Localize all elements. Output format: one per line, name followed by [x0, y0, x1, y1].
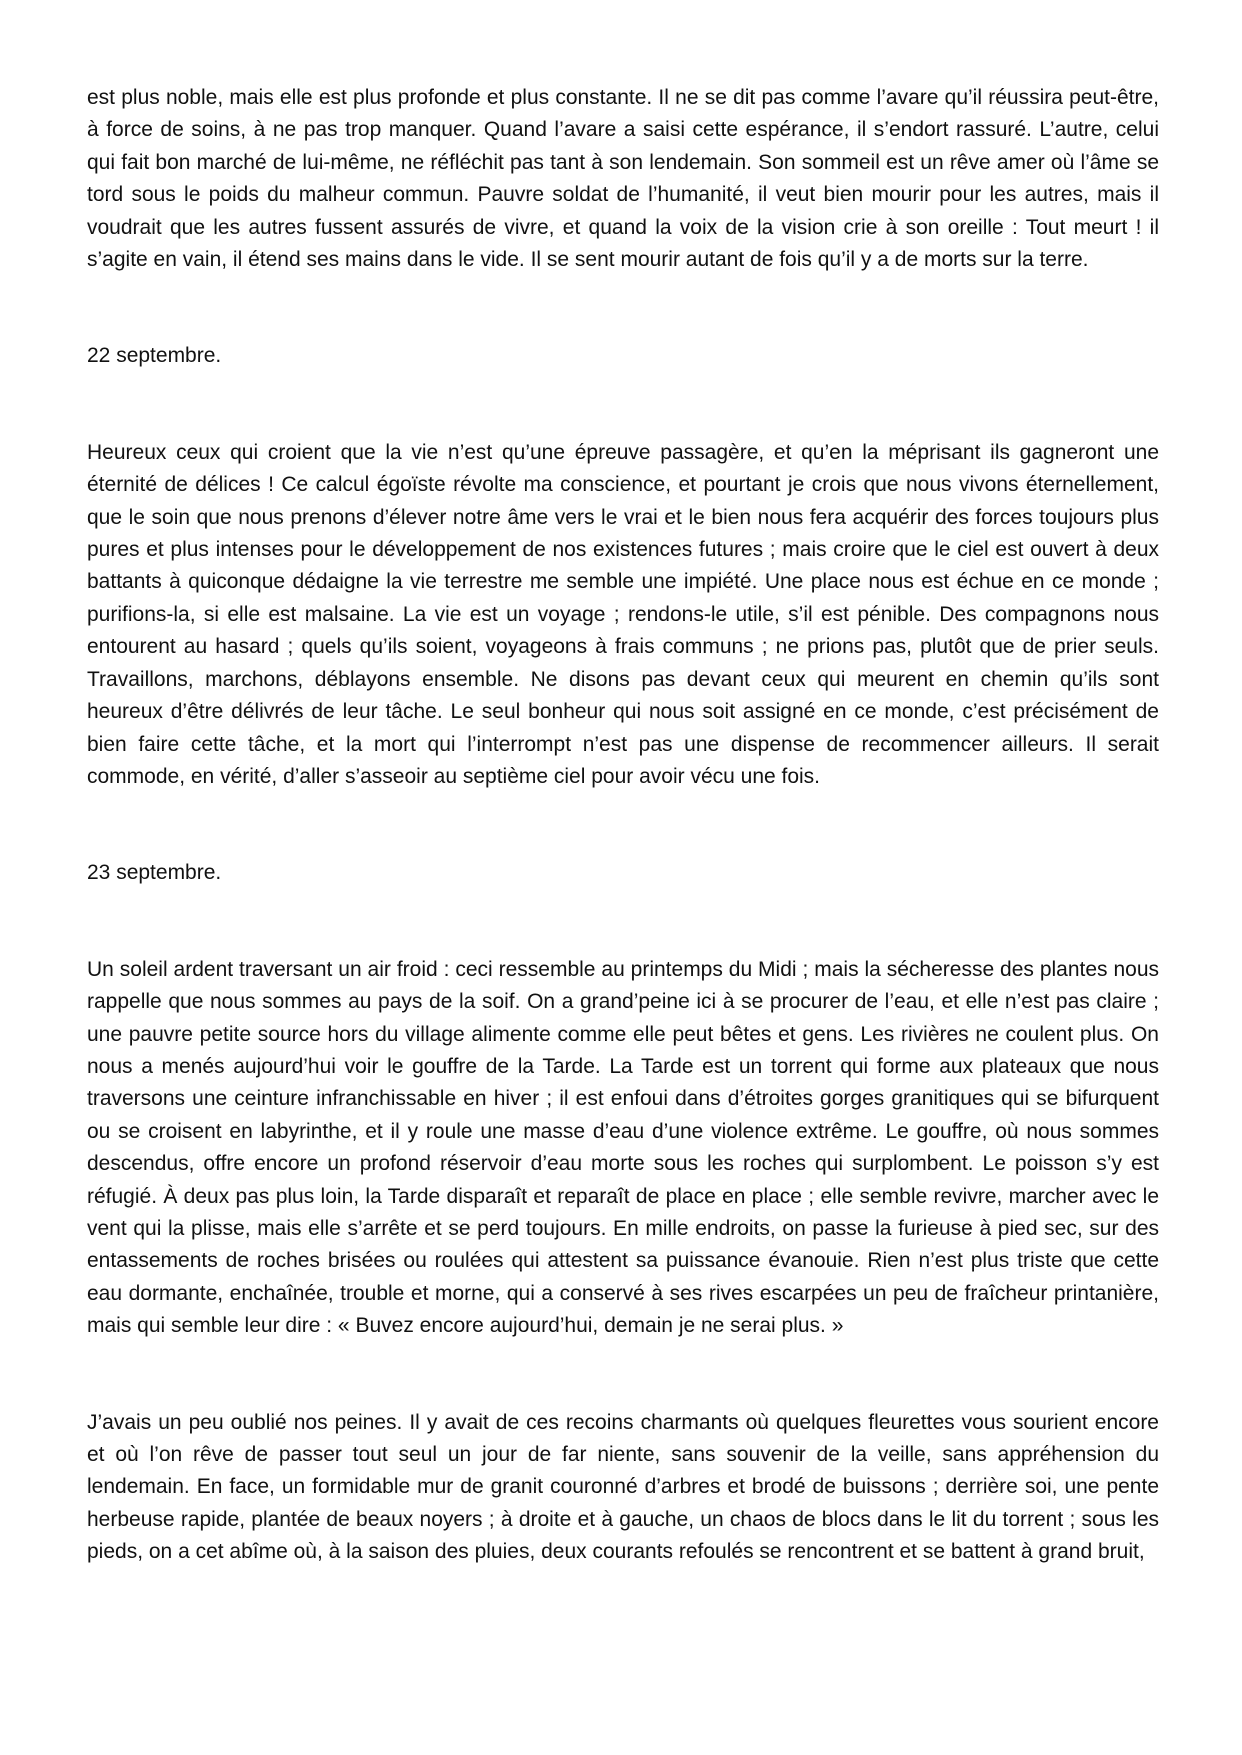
- date-heading-22-september: 22 septembre.: [87, 344, 222, 368]
- paragraph-23-september-tarde: Un soleil ardent traversant un air froid : ceci ressemble au printemps du Midi ; mais la sécheresse des plantes nous rappelle que nous sommes au pays de la soif. On a grand’peine ici à se procurer de l’eau, et elle n’est pas claire ; une pauvre petite source hors du village alimente comme elle peut bêtes et gens. Les rivières ne coulent plus. On nous a menés aujourd’hui voir le gouffre de la Tarde. La Tarde est un torrent qui forme aux plateaux que nous traversons une ceinture infranchissable en hiver ; il est enfoui dans d’étroites gorges granitiques qui se bifurquent ou se croisent en labyrinthe, et il y roule une masse d’eau d’une violence extrême. Le gouffre, où nous sommes descendus, offre encore un profond réservoir d’eau morte sous les roches qui surplombent. Le poisson s’y est réfugié. À deux pas plus loin, la Tarde disparaît et reparaît de place en place ; elle semble revivre, marcher avec le vent qui la plisse, mais elle s’arrête et se perd toujours. En mille endroits, on passe la furieuse à pied sec, sur des entassements de roches brisées ou roulées qui attestent sa puissance évanouie. Rien n’est plus triste que cette eau dormante, enchaînée, trouble et morne, qui a conservé à ses rives escarpées un peu de fraîcheur printanière, mais qui semble leur dire : « Buvez encore aujourd’hui, demain je ne serai plus. »: [87, 957, 1159, 1338]
- paragraph-22-september: Heureux ceux qui croient que la vie n’est qu’une épreuve passagère, et qu’en la méprisant ils gagneront une éternité de délices ! Ce calcul égoïste révolte ma conscience, et pourtant je crois que nous vivons éternellement, que le soin que nous prenons d’élever notre âme vers le vrai et le bien nous fera acquérir des forces toujours plus pures et plus intenses pour le développement de nos existences futures ; mais croire que le ciel est ouvert à deux battants à quiconque dédaigne la vie terrestre me semble une impiété. Une place nous est échue en ce monde ; purifions-la, si elle est malsaine. La vie est un voyage ; rendons-le utile, s’il est pénible. Des compagnons nous entourent au hasard ; quels qu’ils soient, voyageons à frais communs ; ne prions pas, plutôt que de prier seuls. Travaillons, marchons, déblayons ensemble. Ne disons pas devant ceux qui meurent en chemin qu’ils sont heureux d’être délivrés de leur tâche. Le seul bonheur qui nous soit assigné en ce monde, c’est précisément de bien faire cette tâche, et la mort qui l’interrompt n’est pas une dispense de recommencer ailleurs. Il serait commode, en vérité, d’aller s’asseoir au septième ciel pour avoir vécu une fois.: [87, 440, 1159, 788]
- paragraph-23-september-recoins: J’avais un peu oublié nos peines. Il y avait de ces recoins charmants où quelques fleurettes vous sourient encore et où l’on rêve de passer tout seul un jour de far niente, sans souvenir de la veille, sans appréhension du lendemain. En face, un formidable mur de granit couronné d’arbres et brodé de buissons ; derrière soi, une pente herbeuse rapide, plantée de beaux noyers ; à droite et à gauche, un chaos de blocs dans le lit du torrent ; sous les pieds, on a cet abîme où, à la saison des pluies, deux courants refoulés se rencontrent et se battent à grand bruit,: [87, 1410, 1159, 1564]
- document-page: [87, 82, 1159, 1569]
- paragraph-continuation: est plus noble, mais elle est plus profonde et plus constante. Il ne se dit pas comme l’avare qu’il réussira peut-être, à force de soins, à ne pas trop manquer. Quand l’avare a saisi cette espérance, il s’endort rassuré. L’autre, celui qui fait bon marché de lui-même, ne réfléchit pas tant à son lendemain. Son sommeil est un rêve amer où l’âme se tord sous le poids du malheur commun. Pauvre soldat de l’humanité, il veut bien mourir pour les autres, mais il voudrait que les autres fussent assurés de vivre, et quand la voix de la vision crie à son oreille : Tout meurt ! il s’agite en vain, il étend ses mains dans le vide. Il se sent mourir autant de fois qu’il y a de morts sur la terre.: [87, 86, 1159, 272]
- date-heading-23-september: 23 septembre.: [87, 861, 222, 885]
